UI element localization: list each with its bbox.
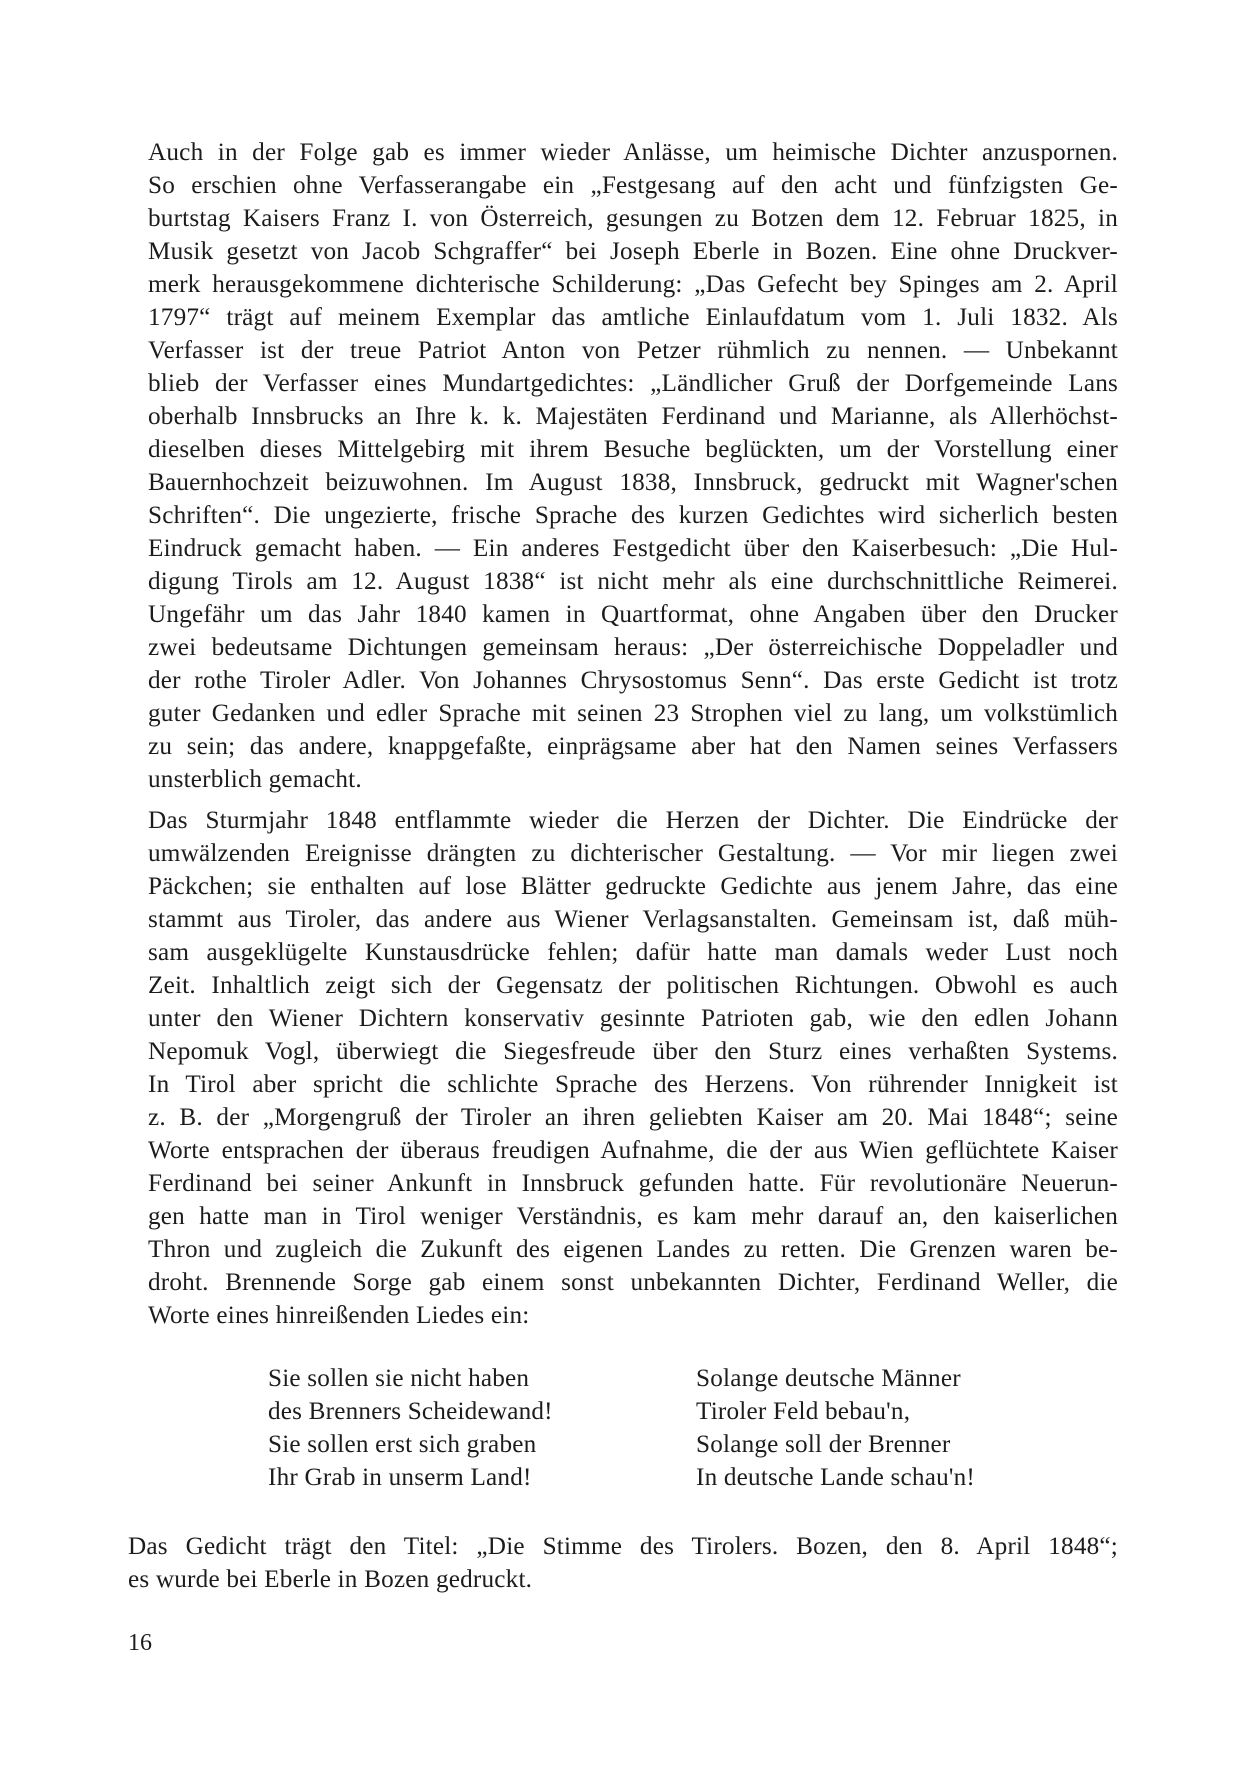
text-line: Verfasser ist der treue Patriot Anton von Petzer rühmlich zu nennen. — Unbekannt — [148, 337, 1118, 364]
poem-verse: Ihr Grab in unserm Land! — [268, 1464, 532, 1491]
text-line: sam ausgeklügelte Kunstausdrücke fehlen; dafür hatte man damals weder Lust noch — [148, 939, 1118, 966]
text-line: dieselben dieses Mittelgebirg mit ihrem Besuche beglückten, um der Vorstellung einer — [148, 436, 1118, 463]
text-line: burtstag Kaisers Franz I. von Österreich, gesungen zu Botzen dem 12. Februar 1825, in — [148, 205, 1118, 232]
text-line: Worte entsprachen der überaus freudigen Aufnahme, die der aus Wien geflüchtete Kaiser — [148, 1137, 1118, 1164]
text-line: umwälzenden Ereignisse drängten zu dichterischer Gestaltung. — Vor mir liegen zwei — [148, 840, 1118, 867]
text-line: In Tirol aber spricht die schlichte Sprache des Herzens. Von rührender Innigkeit ist — [148, 1071, 1118, 1098]
text-line: Eindruck gemacht haben. — Ein anderes Festgedicht über den Kaiserbesuch: „Die Hul- — [148, 535, 1118, 562]
text-line: Schriften“. Die ungezierte, frische Sprache des kurzen Gedichtes wird sicherlich besten — [148, 502, 1118, 529]
text-line: Worte eines hinreißenden Liedes ein: — [148, 1302, 530, 1329]
text-line: unsterblich gemacht. — [148, 766, 362, 793]
poem-verse: Tiroler Feld bebau'n, — [696, 1398, 911, 1425]
page-number: 16 — [128, 1630, 152, 1656]
text-line: Ungefähr um das Jahr 1840 kamen in Quartformat, ohne Angaben über den Drucker — [148, 601, 1118, 628]
text-line: der rothe Tiroler Adler. Von Johannes Chrysostomus Senn“. Das erste Gedicht ist trotz — [148, 667, 1118, 694]
text-line: droht. Brennende Sorge gab einem sonst unbekannten Dichter, Ferdinand Weller, die — [148, 1269, 1118, 1296]
text-line: oberhalb Innsbrucks an Ihre k. k. Majestäten Ferdinand und Marianne, als Allerhöchst- — [148, 403, 1118, 430]
poem-verse: Sie sollen sie nicht haben — [268, 1365, 530, 1392]
text-line: merk herausgekommene dichterische Schilderung: „Das Gefecht bey Spinges am 2. April — [148, 271, 1118, 298]
text-line: 1797“ trägt auf meinem Exemplar das amtliche Einlaufdatum vom 1. Juli 1832. Als — [148, 304, 1118, 331]
poem-stanza-left — [268, 1362, 553, 1494]
text-line: gen hatte man in Tirol weniger Verständnis, es kam mehr darauf an, den kaiserlichen — [148, 1203, 1118, 1230]
text-line: z. B. der „Morgengruß der Tiroler an ihren geliebten Kaiser am 20. Mai 1848“; seine — [148, 1104, 1118, 1131]
text-line: guter Gedanken und edler Sprache mit seinen 23 Strophen viel zu lang, um volkstümlich — [148, 700, 1118, 727]
paragraph-spacer — [148, 796, 1118, 804]
text-line: Thron und zugleich die Zukunft des eigenen Landes zu retten. Die Grenzen waren be- — [148, 1236, 1118, 1263]
text-line: Das Sturmjahr 1848 entflammte wieder die Herzen der Dichter. Die Eindrücke der — [148, 807, 1118, 834]
text-line: Das Gedicht trägt den Titel: „Die Stimme des Tirolers. Bozen, den 8. April 1848“; — [128, 1533, 1118, 1560]
text-line: zu sein; das andere, knappgefaßte, einprägsame aber hat den Namen seines Verfassers — [148, 733, 1118, 760]
text-line: stammt aus Tiroler, das andere aus Wiener Verlagsanstalten. Gemeinsam ist, daß müh- — [148, 906, 1118, 933]
text-line: blieb der Verfasser eines Mundartgedichtes: „Ländlicher Gruß der Dorfgemeinde Lans — [148, 370, 1118, 397]
text-line: Päckchen; sie enthalten auf lose Blätter gedruckte Gedichte aus jenem Jahre, das eine — [148, 873, 1118, 900]
poem-verse: Solange soll der Brenner — [696, 1431, 951, 1458]
body-text — [148, 136, 1118, 1332]
text-line: unter den Wiener Dichtern konservativ gesinnte Patrioten gab, wie den edlen Johann — [148, 1005, 1118, 1032]
paragraph-1 — [148, 136, 1118, 796]
poem-verse: Sie sollen erst sich graben — [268, 1431, 537, 1458]
text-line: Bauernhochzeit beizuwohnen. Im August 1838, Innsbruck, gedruckt mit Wagner'schen — [148, 469, 1118, 496]
text-line: Ferdinand bei seiner Ankunft in Innsbruck gefunden hatte. Für revolutionäre Neuerun- — [148, 1170, 1118, 1197]
poem-stanza-right — [696, 1362, 975, 1494]
poem-verse: des Brenners Scheidewand! — [268, 1398, 553, 1425]
closing-paragraph — [128, 1530, 1118, 1596]
text-line: digung Tirols am 12. August 1838“ ist nicht mehr als eine durchschnittliche Reimerei. — [148, 568, 1118, 595]
text-line: zwei bedeutsame Dichtungen gemeinsam heraus: „Der österreichische Doppeladler und — [148, 634, 1118, 661]
text-line: So erschien ohne Verfasserangabe ein „Festgesang auf den acht und fünfzigsten Ge- — [148, 172, 1118, 199]
poem-verse: In deutsche Lande schau'n! — [696, 1464, 975, 1491]
text-line: Musik gesetzt von Jacob Schgraffer“ bei Joseph Eberle in Bozen. Eine ohne Druckver- — [148, 238, 1118, 265]
paragraph-2 — [148, 804, 1118, 1332]
poem-verse: Solange deutsche Männer — [696, 1365, 961, 1392]
text-line: Nepomuk Vogl, überwiegt die Siegesfreude über den Sturz eines verhaßten Systems. — [148, 1038, 1118, 1065]
text-line: Auch in der Folge gab es immer wieder Anlässe, um heimische Dichter anzuspornen. — [148, 139, 1118, 166]
text-line: Zeit. Inhaltlich zeigt sich der Gegensatz der politischen Richtungen. Obwohl es auch — [148, 972, 1118, 999]
text-line: es wurde bei Eberle in Bozen gedruckt. — [128, 1566, 533, 1593]
